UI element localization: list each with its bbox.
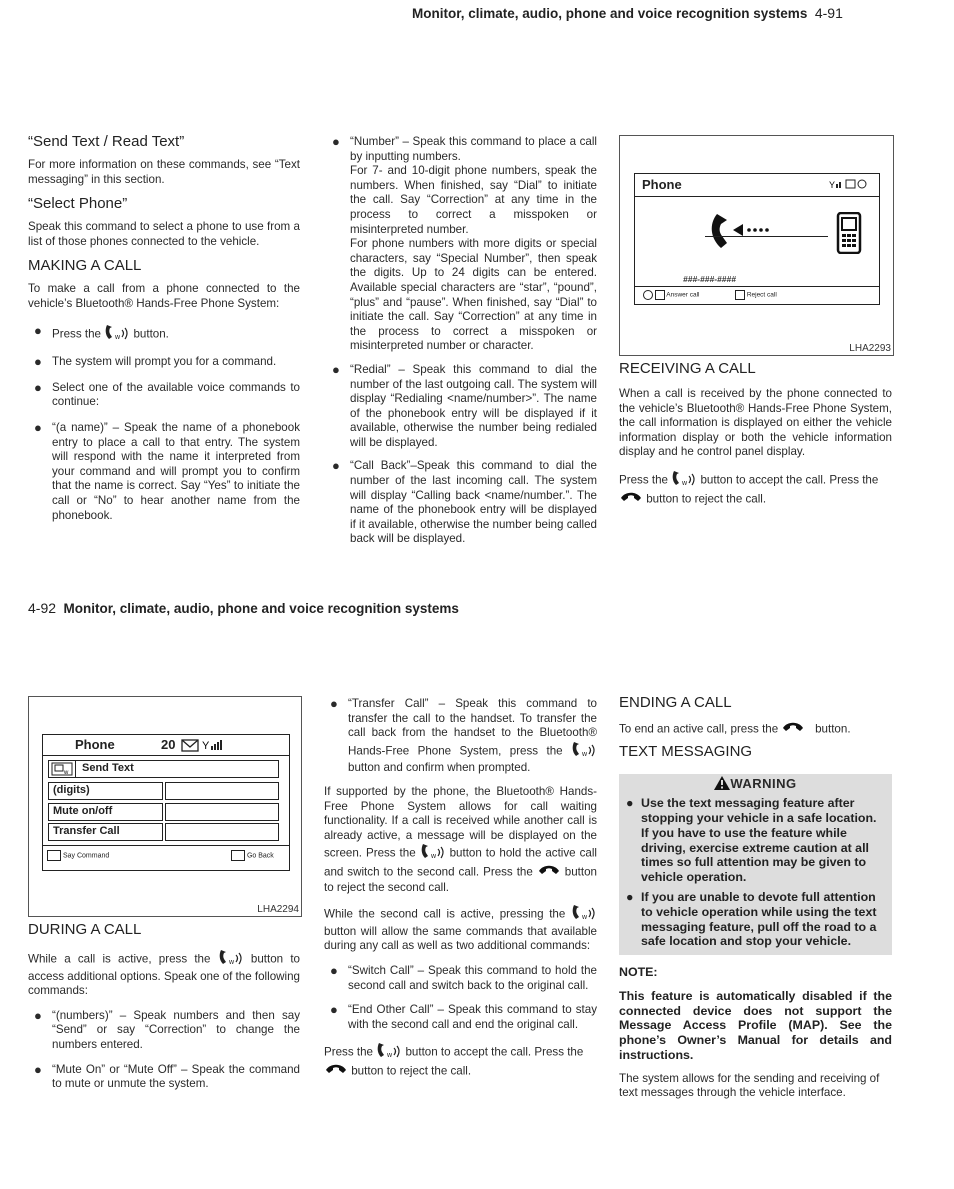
svg-text:w: w bbox=[582, 914, 588, 921]
warning-triangle-icon bbox=[714, 776, 730, 794]
list-item: ● Select one of the available voice commands to continue: bbox=[34, 379, 300, 409]
mute-menu-item[interactable]: Mute on/off bbox=[48, 803, 163, 821]
list-item: ● “Mute On” or “Mute Off” – Speak the command to mute or unmute the system. bbox=[34, 1061, 300, 1091]
heading-send-text: “Send Text / Read Text” bbox=[28, 133, 185, 150]
signal-battery-icon bbox=[829, 178, 869, 192]
svg-text:Y: Y bbox=[829, 180, 836, 190]
list-item: ● “Call Back”–Speak this command to dial the number of the last incoming call. The system will display “Calling back <name/number.”. The name of the phonebook entry will be displayed if it available, otherwise the number being called back will be displayed. bbox=[332, 458, 597, 546]
reject-call-softkey[interactable]: Reject call bbox=[735, 290, 777, 300]
svg-text:w: w bbox=[228, 959, 234, 965]
screen-title: Phone bbox=[642, 177, 682, 192]
heading-text-messaging: TEXT MESSAGING bbox=[619, 742, 753, 760]
list-item: ● “(a name)” – Speak the name of a phonebook entry to place a call to that entry. The system will respond with the name it interpreted from your command and will prompt you to confirm that the name is correct. Say “Yes” to initiate the call or “No” to hear another name from the phonebook. bbox=[34, 419, 300, 522]
heading-select-phone: “Select Phone” bbox=[28, 195, 128, 213]
final-body: The system allows for the sending and receiving of text messages through the vehicle interface. bbox=[619, 1071, 880, 1100]
select-phone-body: Speak this command to select a phone to use from a list of those phones connected to the vehicle. bbox=[28, 220, 300, 248]
empty-menu-slot bbox=[165, 823, 279, 841]
phone-hangup-icon bbox=[537, 864, 561, 881]
send-text-menu-item[interactable]: w Send Text bbox=[48, 760, 279, 778]
call-waiting-body: If supported by the phone, the Bluetooth® Hands-Free Phone System allows for call waiting functionality. If a call is received while another call is already active, a message will be displayed on the screen. Press the w button to hold the active call and switch to the second call. Press the button to reject the second call. bbox=[324, 784, 597, 894]
say-command-softkey[interactable]: Say Command bbox=[47, 850, 109, 861]
svg-text:w: w bbox=[115, 333, 121, 340]
receiving-body: When a call is received by the phone connected to the vehicle’s Bluetooth® Hands-Free Phone System, the call information is displayed on either the vehicle information display or both the vehicle information display and he control panel display. bbox=[619, 387, 892, 459]
figure-code: LHA2293 bbox=[849, 343, 891, 354]
divider-line bbox=[43, 845, 289, 846]
ending-body: To end an active call, press the button. bbox=[619, 721, 892, 738]
svg-text:w: w bbox=[64, 770, 69, 776]
p92-column-2 bbox=[324, 697, 597, 1087]
header-title: Monitor, climate, audio, phone and voice recognition systems bbox=[412, 6, 808, 21]
screen-title: Phone bbox=[75, 737, 115, 752]
note-title: NOTE: bbox=[619, 965, 658, 980]
note-body: This feature is automatically disabled if the connected device does not support the Message Access Profile (MAP). See the phone’s Owner’s Manual for details and instructions. bbox=[619, 988, 892, 1062]
incoming-call-figure bbox=[619, 135, 894, 356]
digits-menu-item[interactable]: (digits) bbox=[48, 782, 163, 800]
heading-making-a-call: MAKING A CALL bbox=[28, 257, 142, 275]
mobile-phone-icon bbox=[836, 212, 862, 259]
second-call-body: While the second call is active, pressing the w button will allow the same commands that available during any call as well as two additional commands: bbox=[324, 904, 597, 954]
heading-during-a-call: DURING A CALL bbox=[28, 921, 142, 938]
phone-talk-icon bbox=[218, 949, 244, 970]
page-header-92 bbox=[28, 600, 459, 616]
screen-title-bar bbox=[635, 174, 879, 197]
list-item: ● The system will prompt you for a command. bbox=[34, 354, 277, 370]
list-item: ● “Transfer Call” – Speak this command to transfer the call to the handset. To transfer the call back from the handset to the Bluetooth® Hands-Free Phone System, press the w button and confirm when prompted. bbox=[330, 696, 597, 775]
warning-box bbox=[619, 774, 892, 956]
warning-title: WARNING bbox=[625, 776, 886, 794]
header-page-number: 4-91 bbox=[814, 5, 843, 21]
warning-item: ● If you are unable to devote full attention to vehicle operation while using the text messaging feature, pull off the road to a safe location and stop your vehicle. bbox=[626, 889, 877, 949]
svg-text:Y: Y bbox=[202, 740, 210, 752]
incoming-handset-icon bbox=[707, 210, 775, 255]
message-count: 20 bbox=[161, 737, 176, 752]
caller-number: ###-###-#### bbox=[683, 274, 736, 284]
phone-hangup-icon bbox=[324, 1063, 348, 1080]
svg-text:w: w bbox=[430, 853, 436, 860]
phone-hangup-icon bbox=[619, 491, 643, 508]
list-item: ● Press the w button. bbox=[28, 324, 300, 345]
receiving-press: Press the w button to accept the call. Press the button to reject the call. bbox=[619, 470, 892, 507]
phone-talk-icon bbox=[104, 324, 130, 345]
incoming-call-screen bbox=[634, 173, 880, 305]
phone-talk-icon bbox=[671, 470, 697, 491]
screen-title-bar bbox=[43, 735, 289, 756]
p91-column-1 bbox=[28, 133, 300, 531]
svg-text:w: w bbox=[387, 1052, 393, 1059]
svg-text:w: w bbox=[582, 750, 588, 757]
transfer-call-menu-item[interactable]: Transfer Call bbox=[48, 823, 163, 841]
send-text-body: For more information on these commands, see “Text messaging” in this section. bbox=[28, 158, 300, 186]
phone-talk-icon bbox=[376, 1042, 402, 1063]
empty-menu-slot bbox=[165, 803, 279, 821]
p92-column-1 bbox=[28, 921, 300, 1100]
list-item: ● “End Other Call” – Speak this command to stay with the second call and end the original call. bbox=[330, 1002, 597, 1031]
answer-call-softkey[interactable]: Answer call bbox=[643, 290, 700, 300]
phone-talk-icon bbox=[571, 741, 597, 762]
page-header-91 bbox=[412, 5, 843, 21]
list-item: ● “Redial” – Speak this command to dial the number of the last outgoing call. The system will display “Redialing <name/number>”. The name of the phonebook entry will be displayed if it available, otherwise the number being redialed will be displayed. bbox=[332, 361, 597, 449]
go-back-softkey[interactable]: Go Back bbox=[231, 850, 274, 861]
empty-menu-slot bbox=[165, 782, 279, 800]
accept-reject-body: Press the w button to accept the call. Press the button to reject the call. bbox=[324, 1042, 597, 1079]
envelope-signal-icon bbox=[181, 738, 233, 757]
phone-talk-icon bbox=[571, 904, 597, 925]
during-body: While a call is active, press the w button to access additional options. Speak one of the following commands: bbox=[28, 949, 300, 999]
divider-line bbox=[635, 286, 879, 287]
list-item: ● “Number” – Speak this command to place a call by inputting numbers. For 7- and 10-digit phone numbers, speak the numbers. When finished, say “Dial” to initiate the call. Say “Correction” at any time in the process to correct a misspoken or misinterpreted number. For phone numbers with more digits or special characters, say “Special Number”, then speak the digits. Up to 24 digits can be entered. Available special characters are “star”, “pound”, “plus” and “pause”. When finished, say “Dial” to initiate the call. Say “Correction” at any time in the process to correct a misspoken or misinterpreted number or character. bbox=[332, 134, 597, 353]
call-menu-figure bbox=[28, 696, 302, 917]
svg-text:w: w bbox=[682, 479, 688, 486]
send-text-icon bbox=[51, 762, 73, 781]
phone-talk-icon bbox=[420, 843, 446, 864]
list-item: ● “(numbers)” – Speak numbers and then say “Send” or say “Correction” to change the numbers entered. bbox=[34, 1007, 300, 1051]
p92-column-3 bbox=[619, 694, 892, 1109]
heading-ending-a-call: ENDING A CALL bbox=[619, 694, 732, 711]
phone-hangup-icon bbox=[781, 721, 805, 738]
divider-line bbox=[705, 236, 828, 237]
header-page-number: 4-92 bbox=[28, 600, 57, 616]
warning-item: ● Use the text messaging feature after stopping your vehicle in a safe location. If you have to use the feature while driving, exercise extreme caution at all times so full attention may be given to vehicle operation. bbox=[626, 796, 877, 885]
call-menu-screen bbox=[42, 734, 290, 871]
making-call-body: To make a call from a phone connected to the vehicle’s Bluetooth® Hands-Free Phone System: bbox=[28, 282, 300, 310]
p91-column-3 bbox=[619, 360, 892, 515]
list-item: ● “Switch Call” – Speak this command to hold the second call and switch back to the original call. bbox=[330, 962, 597, 992]
heading-receiving-a-call: RECEIVING A CALL bbox=[619, 360, 756, 377]
header-title: Monitor, climate, audio, phone and voice recognition systems bbox=[63, 601, 459, 616]
p91-column-2 bbox=[326, 135, 597, 555]
figure-code: LHA2294 bbox=[257, 904, 299, 915]
